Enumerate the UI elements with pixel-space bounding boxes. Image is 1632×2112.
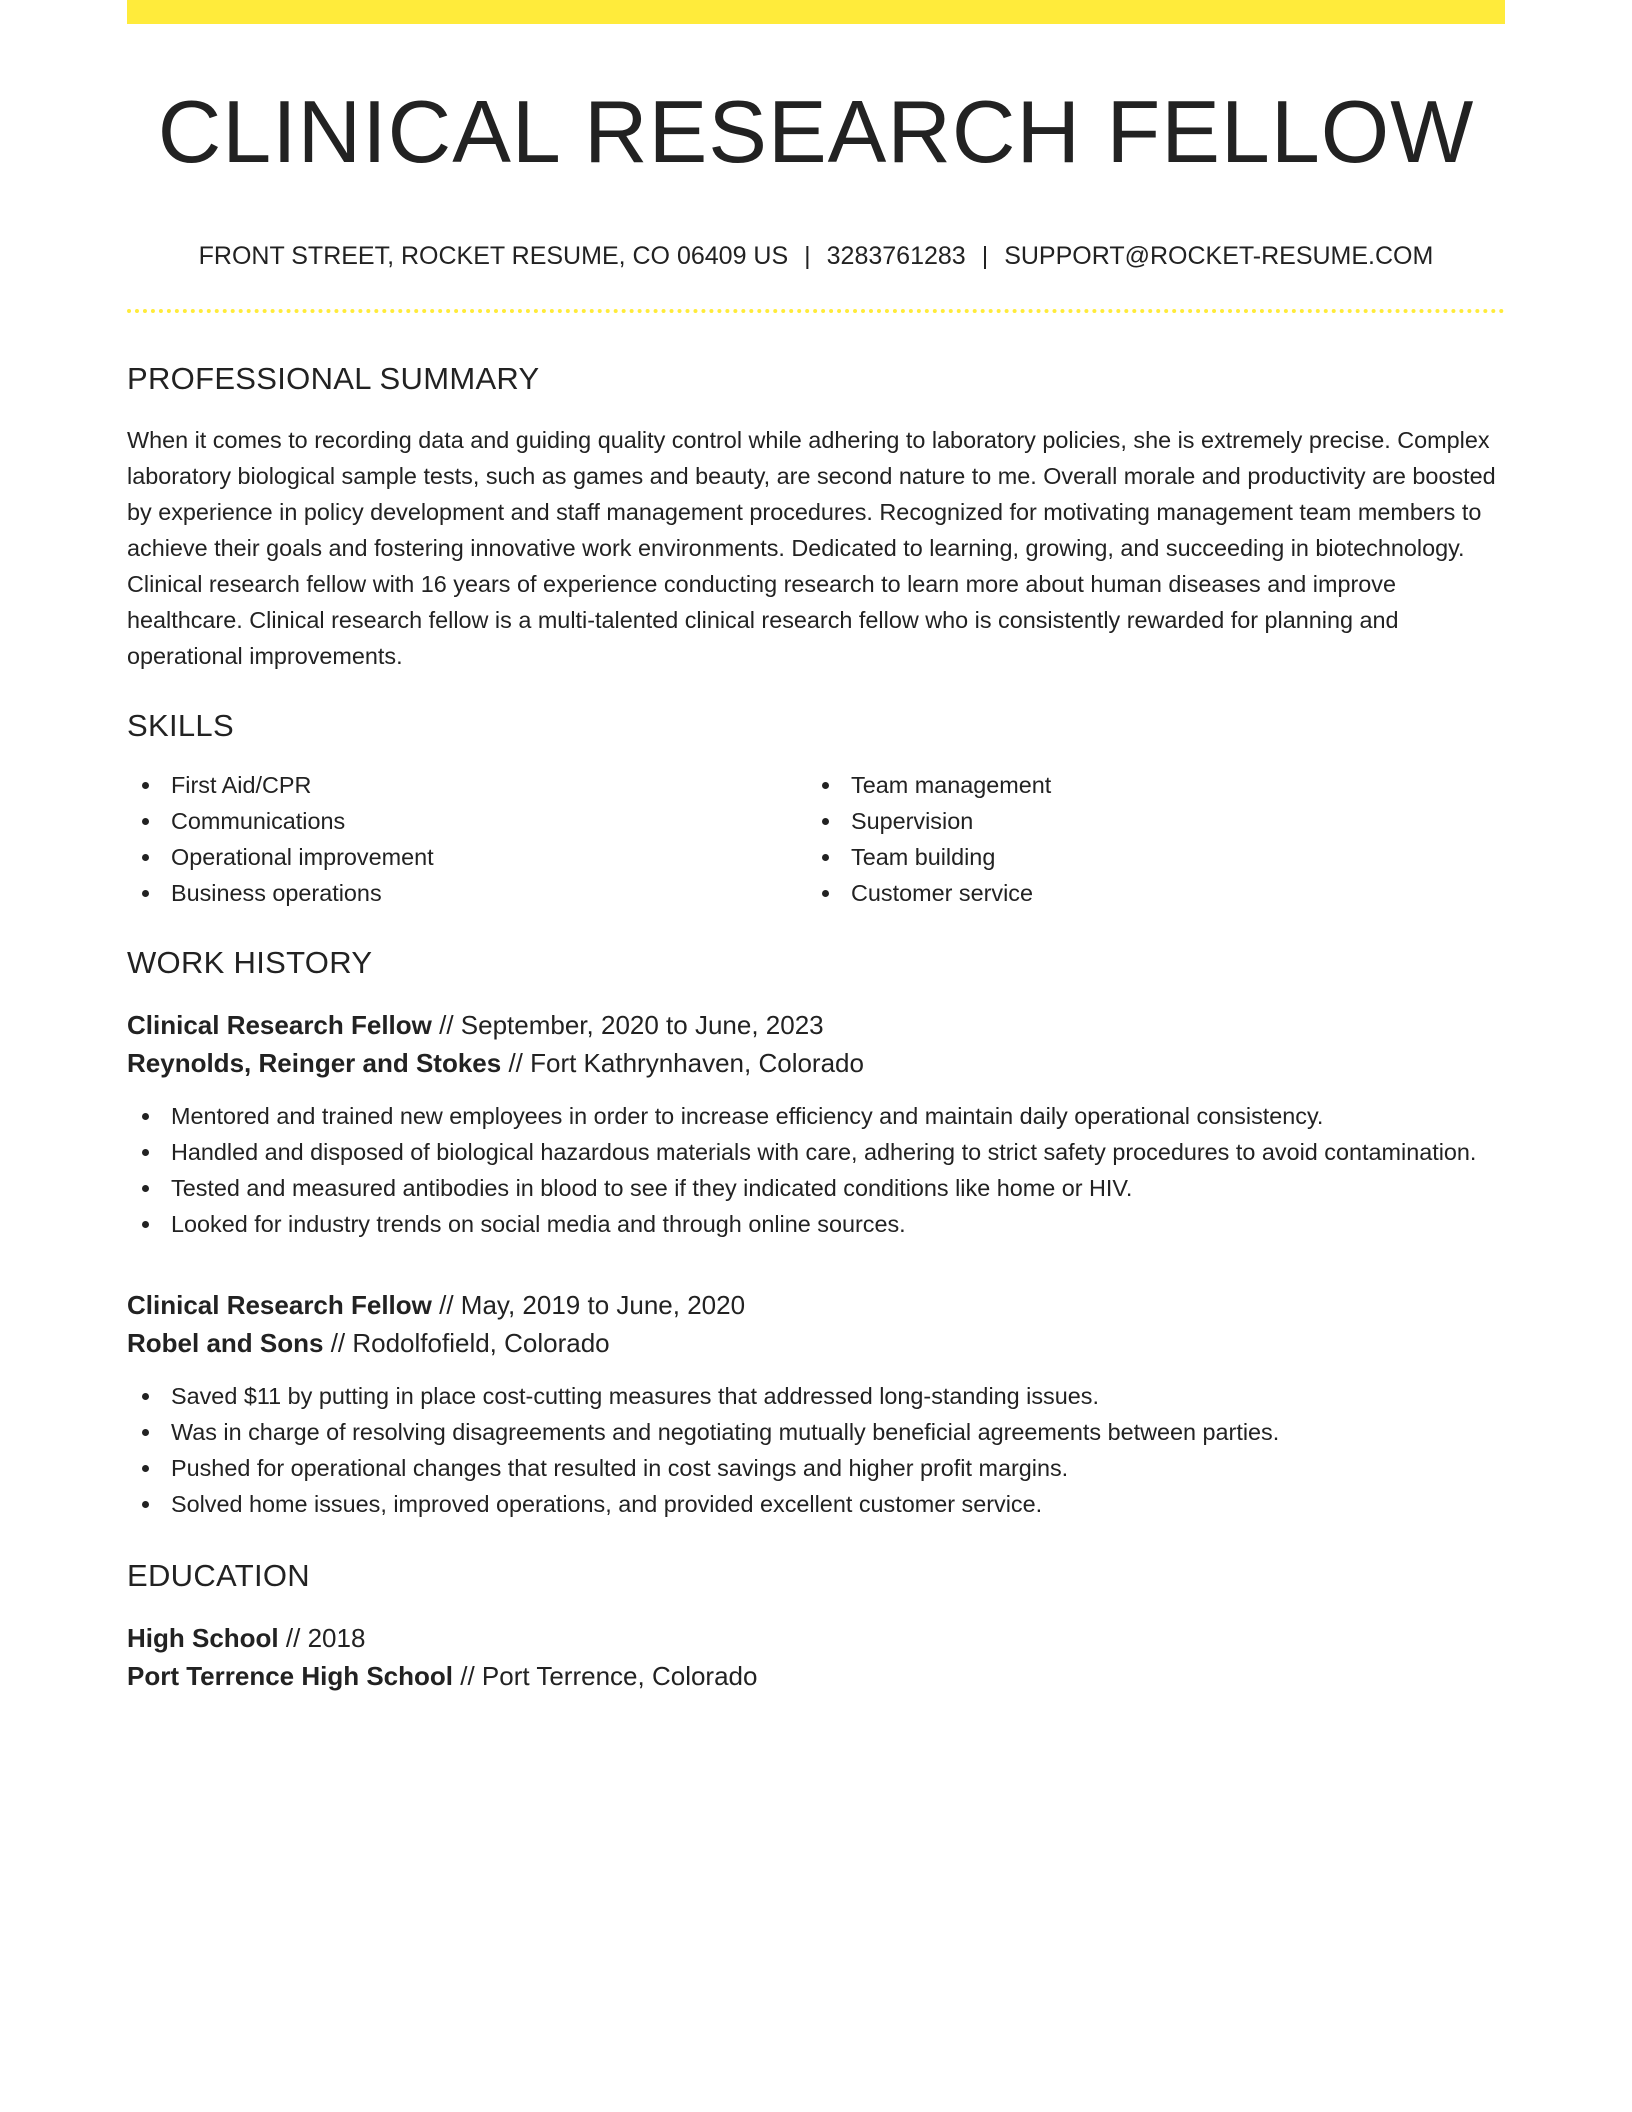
skill-item: Customer service [807, 875, 1487, 911]
job-company: Robel and Sons [127, 1328, 324, 1358]
job-role-line [127, 1286, 1505, 1324]
job-company-line [127, 1044, 1505, 1082]
education-heading: EDUCATION [127, 1558, 310, 1593]
job-dates: // September, 2020 to June, 2023 [431, 1010, 824, 1040]
skill-item: Business operations [127, 875, 807, 911]
skill-item: Supervision [807, 803, 1487, 839]
phone: 3283761283 [826, 242, 966, 270]
job-entry [127, 1286, 1505, 1522]
job-location: // Fort Kathrynhaven, Colorado [501, 1048, 864, 1078]
education-degree: High School [127, 1623, 279, 1653]
education-year: // 2018 [278, 1623, 366, 1653]
education-degree-line [127, 1619, 1505, 1657]
skills-heading: SKILLS [127, 708, 234, 743]
email: SUPPORT@ROCKET-RESUME.COM [1004, 242, 1434, 270]
job-bullet: Pushed for operational changes that resulted in cost savings and higher profit margins. [127, 1450, 1505, 1486]
job-role: Clinical Research Fellow [127, 1290, 432, 1320]
skills-list [127, 767, 1505, 911]
resume-page [127, 0, 1505, 1695]
address: FRONT STREET, ROCKET RESUME, CO 06409 US [198, 242, 789, 270]
education-school: Port Terrence High School [127, 1661, 454, 1691]
contact-separator: | [981, 242, 989, 270]
job-entry [127, 1006, 1505, 1242]
job-company-line [127, 1324, 1505, 1362]
job-company: Reynolds, Reinger and Stokes [127, 1048, 502, 1078]
skill-item: Team management [807, 767, 1487, 803]
skills-column-right [807, 767, 1487, 911]
skill-item: Operational improvement [127, 839, 807, 875]
job-bullet: Tested and measured antibodies in blood to see if they indicated conditions like home or HIV. [127, 1170, 1505, 1206]
contact-separator: | [804, 242, 811, 270]
work-history-heading: WORK HISTORY [127, 945, 373, 980]
skills-column-left [127, 767, 807, 911]
skill-item: Communications [127, 803, 807, 839]
job-bullet: Handled and disposed of biological hazardous materials with care, adhering to strict safety procedures to avoid contamination. [127, 1134, 1505, 1170]
summary-heading: PROFESSIONAL SUMMARY [127, 361, 540, 396]
job-dates: // May, 2019 to June, 2020 [431, 1290, 746, 1320]
skill-item: First Aid/CPR [127, 767, 807, 803]
education-entry [127, 1619, 1505, 1695]
job-bullets [127, 1378, 1505, 1522]
accent-bar [127, 0, 1505, 24]
job-location: // Rodolfofield, Colorado [323, 1328, 610, 1358]
education-school-line [127, 1657, 1505, 1695]
job-bullet: Solved home issues, improved operations, and provided excellent customer service. [127, 1486, 1505, 1522]
job-bullets [127, 1098, 1505, 1242]
job-role-line [127, 1006, 1505, 1044]
job-bullet: Saved $11 by putting in place cost-cutting measures that addressed long-standing issues. [127, 1378, 1505, 1414]
job-bullet: Mentored and trained new employees in order to increase efficiency and maintain daily operational consistency. [127, 1098, 1505, 1134]
skill-item: Team building [807, 839, 1487, 875]
job-bullet: Was in charge of resolving disagreements and negotiating mutually beneficial agreements between parties. [127, 1414, 1505, 1450]
resume-title: CLINICAL RESEARCH FELLOW [157, 82, 1475, 181]
education-location: // Port Terrence, Colorado [453, 1661, 758, 1691]
job-bullet: Looked for industry trends on social media and through online sources. [127, 1206, 1505, 1242]
summary-text: When it comes to recording data and guiding quality control while adhering to laboratory policies, she is extremely precise. Complex laboratory biological sample tests, such as games and beauty, are second nature to me. Overall morale and productivity are boosted by experience in policy development and staff management procedures. Recognized for motivating management team members to achieve their goals and fostering innovative work environments. Dedicated to learning, growing, and succeeding in biotechnology. Clinical research fellow with 16 years of experience conducting research to learn more about human diseases and improve healthcare. Clinical research fellow is a multi-talented clinical research fellow who is consistently rewarded for planning and operational improvements. [127, 427, 1496, 669]
job-role: Clinical Research Fellow [127, 1010, 432, 1040]
contact-line [127, 244, 1505, 269]
dotted-divider [127, 309, 1505, 313]
